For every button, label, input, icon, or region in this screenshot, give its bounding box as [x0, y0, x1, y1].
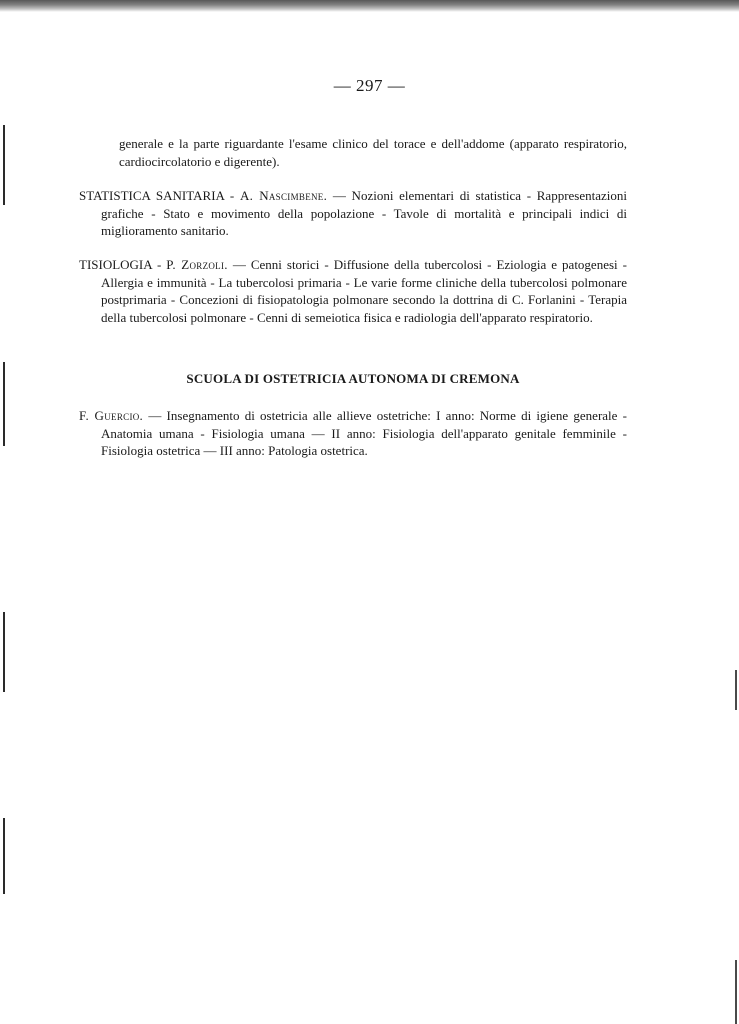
entry-text: — Insegnamento di ostetricia alle allieve ostetriche: I anno: Norme di igiene generale - Anatomia umana - Fisiologia umana — II anno: Fisiologia dell'apparato genitale femminile - Fisiologia ostetrica — III anno: Patologia ostetrica. [101, 407, 627, 459]
continuation-paragraph: generale e la parte riguardante l'esame clinico del torace e dell'addome (apparato respiratorio, cardiocircolatorio e digerente). [119, 136, 627, 169]
teacher-name: P. Zorzoli. [166, 256, 228, 272]
section-heading: SCUOLA DI OSTETRICIA AUTONOMA DI CREMONA [186, 371, 520, 387]
subject-name: TISIOLOGIA [79, 256, 152, 272]
teacher-name: A. Nascimbene. [239, 188, 328, 204]
entry-text: — Nozioni elementari di statistica - Rappresentazioni grafiche - Stato e movimento della popolazione - Tavole di mortalità e principali indici di miglioramento sanitario. [101, 188, 627, 239]
subject-name: STATISTICA SANITARIA [79, 188, 225, 204]
tisiologia-entry [79, 256, 627, 326]
guercio-entry [79, 407, 627, 460]
page-body [79, 135, 627, 460]
scan-mark [735, 960, 737, 1024]
scan-edge-right [733, 0, 739, 1024]
separator: - [224, 188, 240, 204]
scan-edge-left [0, 0, 8, 1024]
scan-mark [3, 362, 5, 446]
teacher-name: F. Guercio. [79, 407, 144, 423]
entry-text: — Cenni storici - Diffusione della tubercolosi - Eziologia e patogenesi - Allergia e immunità - La tubercolosi primaria - Le varie forme cliniche della tubercolosi polmonare postprimaria - Concezioni di fisiopatologia polmonare secondo la dottrina di C. Forlanini - Terapia della tubercolosi polmonare - Cenni di semeiotica fisica e radiologia dell'apparato respiratorio. [101, 256, 627, 325]
page-number: — 297 — [333, 76, 406, 95]
scan-shadow-top [0, 0, 739, 12]
separator: - [151, 256, 167, 272]
scan-mark [3, 612, 5, 692]
scan-mark [3, 818, 5, 894]
scan-mark [3, 125, 5, 205]
scan-mark [735, 670, 737, 710]
statistica-sanitaria-entry [79, 187, 627, 240]
